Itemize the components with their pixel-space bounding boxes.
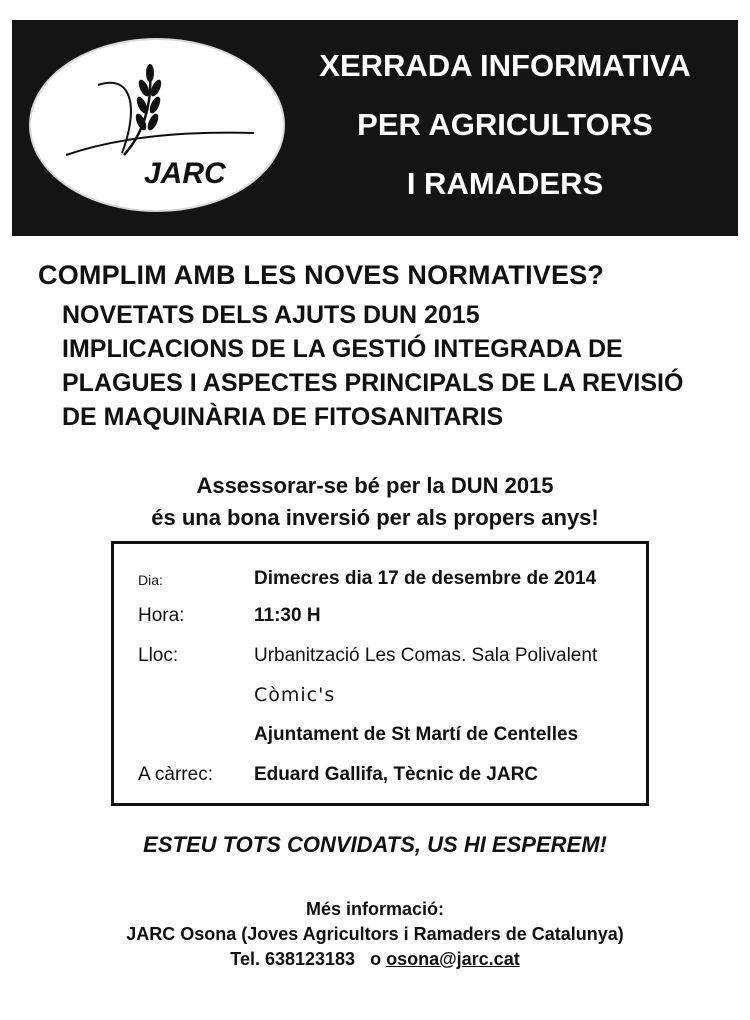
contact-email-link[interactable]: osona@jarc.cat <box>386 949 520 969</box>
contact-info <box>0 897 750 972</box>
carrec-value: Eduard Gallifa, Tècnic de JARC <box>254 764 539 785</box>
contact-line <box>0 947 750 972</box>
tagline <box>0 470 750 534</box>
lloc-value-2: Ajuntament de St Martí de Centelles <box>254 724 579 745</box>
jarc-logo <box>26 33 288 218</box>
lloc-value: Urbanització Les Comas. Sala Polivalent <box>254 645 598 666</box>
tagline-line: és una bona inversió per als propers anys! <box>151 505 599 530</box>
invitation: ESTEU TOTS CONVIDATS, US HI ESPEREM! <box>143 832 607 857</box>
subheading: PLAGUES I ASPECTES PRINCIPALS DE LA REVISIÓ <box>62 369 684 397</box>
hora-label: Hora: <box>138 605 185 626</box>
subheading: IMPLICACIONS DE LA GESTIÓ INTEGRADA DE <box>62 335 623 363</box>
lloc-handwritten-note: Còmic's <box>254 684 336 706</box>
carrec-label: A càrrec: <box>138 764 213 785</box>
subheading: DE MAQUINÀRIA DE FITOSANITARIS <box>62 403 504 431</box>
header-banner <box>12 20 738 236</box>
subheading: NOVETATS DELS AJUTS DUN 2015 <box>62 301 480 329</box>
hora-value: 11:30 H <box>254 605 321 626</box>
lloc-label: Lloc: <box>138 645 179 666</box>
contact-org: JARC Osona (Joves Agricultors i Ramaders de Catalunya) <box>126 924 624 944</box>
headline: COMPLIM AMB LES NOVES NORMATIVES? <box>38 260 605 290</box>
contact-phone: Tel. 638123183 <box>230 949 356 969</box>
contact-heading: Més informació: <box>305 899 445 919</box>
banner-title <box>300 36 710 213</box>
banner-title-line: PER AGRICULTORS <box>357 107 653 142</box>
banner-title-line: XERRADA INFORMATIVA <box>319 48 691 83</box>
dia-value: Dimecres dia 17 de desembre de 2014 <box>254 568 597 589</box>
logo-text: JARC <box>144 157 226 190</box>
subheadings <box>62 298 683 434</box>
tagline-line: Assessorar-se bé per la DUN 2015 <box>196 473 554 498</box>
contact-separator: o <box>370 949 382 969</box>
dia-label: Dia: <box>138 572 163 588</box>
banner-title-line: I RAMADERS <box>406 166 604 201</box>
event-details-box <box>111 541 649 806</box>
